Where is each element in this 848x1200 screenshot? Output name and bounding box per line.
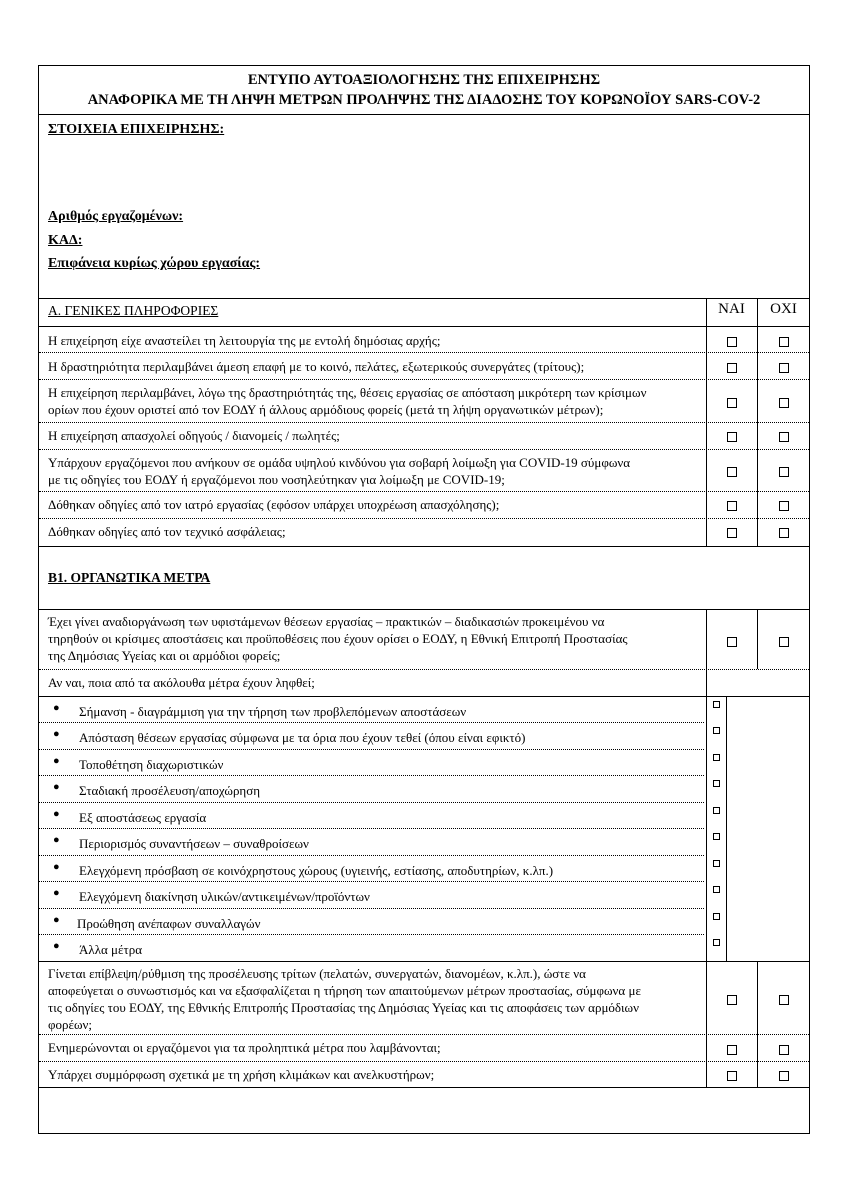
row-divider: [39, 669, 809, 670]
question-b1-2-line1: Γίνεται επίβλεψη/ρύθμιση της προσέλευσης τρίτων (πελατών, συνεργατών, διανομέων, κ.λπ.), ώστε να: [48, 966, 586, 981]
measure-item: Απόσταση θέσεων εργασίας σύμφωνα με τα όρια που έχουν τεθεί (όπου είναι εφικτό): [79, 730, 526, 745]
checkbox-no-a6[interactable]: [779, 501, 789, 511]
bullet-icon: ●: [53, 808, 60, 820]
divider: [39, 546, 809, 547]
question-a5-line2: με τις οδηγίες του ΕΟΔΥ ή εργαζόμενοι που νοσηλεύτηκαν για λοίμωξη με COVID-19;: [48, 472, 505, 487]
row-divider: [39, 749, 704, 750]
measure-checkbox[interactable]: [713, 701, 720, 708]
section-a-heading: Α. ΓΕΝΙΚΕΣ ΠΛΗΡΟΦΟΡΙΕΣ: [48, 303, 219, 318]
column-divider: [757, 609, 758, 669]
bullet-icon: ●: [53, 781, 60, 793]
divider: [39, 609, 809, 610]
row-divider: [39, 1061, 809, 1062]
question-b1-3: Ενημερώνονται οι εργαζόμενοι για τα προληπτικά μέτρα που λαμβάνονται;: [48, 1040, 441, 1055]
question-a4: Η επιχείρηση απασχολεί οδηγούς / διανομείς / πωλητές;: [48, 428, 340, 443]
checkbox-no-b1-4[interactable]: [779, 1071, 789, 1081]
measure-checkbox[interactable]: [713, 833, 720, 840]
checkbox-no-b1-3[interactable]: [779, 1045, 789, 1055]
checkbox-no-a5[interactable]: [779, 467, 789, 477]
bullet-icon: ●: [53, 887, 60, 899]
divider: [39, 298, 809, 299]
if-yes-label: Αν ναι, ποια από τα ακόλουθα μέτρα έχουν ληφθεί;: [48, 675, 315, 690]
checkbox-no-a1[interactable]: [779, 337, 789, 347]
yes-column-header: ΝΑΙ: [718, 301, 745, 317]
question-a5-line1: Υπάρχουν εργαζόμενοι που ανήκουν σε ομάδα υψηλού κινδύνου για σοβαρή λοίμωξη για COVID-19 σύμφωνα: [48, 455, 631, 470]
checkbox-yes-a1[interactable]: [727, 337, 737, 347]
column-divider: [706, 669, 707, 696]
question-a3-line1: Η επιχείρηση περιλαμβάνει, λόγω της δραστηριότητάς της, θέσεις εργασίας σε απόσταση μικρότερη των κρίσιμων: [48, 385, 647, 400]
checkbox-yes-a4[interactable]: [727, 432, 737, 442]
section-b1-heading: Β1. ΟΡΓΑΝΩΤΙΚΑ ΜΕΤΡΑ: [48, 570, 211, 585]
bullet-icon: ●: [53, 940, 60, 952]
row-divider: [39, 449, 809, 450]
column-divider: [706, 961, 707, 1034]
business-heading: ΣΤΟΙΧΕΙΑ ΕΠΙΧΕΙΡΗΣΗΣ:: [48, 122, 225, 137]
question-a3-line2: ορίων που έχουν οριστεί από τον ΕΟΔΥ ή άλλους αρμόδιους φορείς (μετά τη λήψη οργανωτικών μέτρων);: [48, 402, 604, 417]
measure-checkbox[interactable]: [713, 780, 720, 787]
measure-item: Σταδιακή προσέλευση/αποχώρηση: [79, 783, 261, 798]
form-frame: [38, 65, 810, 1134]
bullet-icon: ●: [53, 914, 60, 926]
row-divider: [39, 491, 809, 492]
question-b1-1-line2: τηρηθούν οι κρίσιμες αποστάσεις και προϋποθέσεις που έχουν ορίσει ο ΕΟΔΥ, η Εθνική Επιτροπή Προστασίας: [48, 631, 628, 646]
bullet-icon: ●: [53, 834, 60, 846]
measure-checkbox[interactable]: [713, 754, 720, 761]
measure-item: Σήμανση - διαγράμμιση για την τήρηση των προβλεπόμενων αποστάσεων: [79, 704, 467, 719]
measure-item: Ελεγχόμενη πρόσβαση σε κοινόχρηστους χώρους (υγιεινής, εστίασης, αποδυτηρίων, κ.λπ.): [79, 863, 554, 878]
question-a1: Η επιχείρηση είχε αναστείλει τη λειτουργία της με εντολή δημόσιας αρχής;: [48, 333, 441, 348]
checkbox-yes-a5[interactable]: [727, 467, 737, 477]
checkbox-yes-a6[interactable]: [727, 501, 737, 511]
row-divider: [39, 518, 809, 519]
row-divider: [39, 934, 704, 935]
checkbox-yes-b1-4[interactable]: [727, 1071, 737, 1081]
measure-checkbox[interactable]: [713, 886, 720, 893]
column-divider: [757, 961, 758, 1034]
checkbox-no-a3[interactable]: [779, 398, 789, 408]
row-divider: [39, 722, 704, 723]
row-divider: [39, 881, 704, 882]
question-b1-1-line3: της Δημόσιας Υγείας και οι αρμόδιοι φορείς;: [48, 648, 281, 663]
bullet-icon: ●: [53, 755, 60, 767]
question-b1-1-line1: Έχει γίνει αναδιοργάνωση των υφιστάμενων θέσεων εργασίας – πρακτικών – διαδικασιών προκειμένου να: [48, 614, 605, 629]
measure-item: Εξ αποστάσεως εργασία: [79, 810, 207, 825]
form-title-line2: ΑΝΑΦΟΡΙΚΑ ΜΕ ΤΗ ΛΗΨΗ ΜΕΤΡΩΝ ΠΡΟΛΗΨΗΣ ΤΗΣ ΔΙΑΔΟΣΗΣ ΤΟΥ ΚΟΡΩΝΟΪΟΥ SARS-COV-2: [87, 92, 761, 108]
divider: [39, 961, 809, 962]
row-divider: [39, 855, 704, 856]
divider: [39, 114, 809, 115]
row-divider: [39, 1034, 809, 1035]
measure-item: Περιορισμός συναντήσεων – συναθροίσεων: [79, 836, 309, 851]
row-divider: [39, 422, 809, 423]
measure-checkbox[interactable]: [713, 939, 720, 946]
checkbox-no-a4[interactable]: [779, 432, 789, 442]
divider: [39, 1087, 809, 1088]
measure-checkbox[interactable]: [713, 860, 720, 867]
checkbox-no-a2[interactable]: [779, 363, 789, 373]
kad-label: ΚΑΔ:: [48, 233, 83, 248]
measure-checkbox[interactable]: [713, 807, 720, 814]
area-label: Επιφάνεια κυρίως χώρου εργασίας:: [48, 256, 261, 271]
question-b1-2-line3: τις οδηγίες του ΕΟΔΥ, της Εθνικής Επιτροπής Προστασίας της Δημόσιας Υγείας και τις αποφάσεις των αρμόδιων: [48, 1000, 639, 1015]
no-column-header: ΟΧΙ: [770, 301, 797, 317]
divider: [39, 326, 809, 327]
column-divider: [706, 609, 707, 669]
row-divider: [39, 908, 704, 909]
row-divider: [39, 775, 704, 776]
bullet-icon: ●: [53, 702, 60, 714]
employees-label: Αριθμός εργαζομένων:: [48, 209, 184, 224]
question-b1-2-line4: φορέων;: [48, 1017, 92, 1032]
question-a7: Δόθηκαν οδηγίες από τον τεχνικό ασφάλειας;: [48, 524, 286, 539]
checkbox-yes-b1-3[interactable]: [727, 1045, 737, 1055]
column-divider: [706, 696, 707, 961]
measure-checkbox[interactable]: [713, 913, 720, 920]
measure-item: Προώθηση ανέπαφων συναλλαγών: [77, 916, 261, 931]
measure-item: Τοποθέτηση διαχωριστικών: [79, 757, 224, 772]
checkbox-no-b1-2[interactable]: [779, 995, 789, 1005]
column-divider: [726, 696, 727, 961]
measure-item: Ελεγχόμενη διακίνηση υλικών/αντικειμένων/προϊόντων: [79, 889, 370, 904]
question-a6: Δόθηκαν οδηγίες από τον ιατρό εργασίας (εφόσον υπάρχει υποχρέωση απασχόλησης);: [48, 497, 500, 512]
checkbox-yes-a7[interactable]: [727, 528, 737, 538]
question-a2: Η δραστηριότητα περιλαμβάνει άμεση επαφή με το κοινό, πελάτες, εξωτερικούς συνεργάτες (τρίτους);: [48, 359, 585, 374]
checkbox-yes-a3[interactable]: [727, 398, 737, 408]
checkbox-yes-a2[interactable]: [727, 363, 737, 373]
checkbox-no-b1-1[interactable]: [779, 637, 789, 647]
checkbox-no-a7[interactable]: [779, 528, 789, 538]
bullet-icon: ●: [53, 728, 60, 740]
row-divider: [39, 352, 809, 353]
row-divider: [39, 828, 704, 829]
question-b1-2-line2: αποφεύγεται ο συνωστισμός και να εξασφαλίζεται η τήρηση των απαιτούμενων μέτρων προστασίας, σύμφωνα με: [48, 983, 641, 998]
form-title-line1: ΕΝΤΥΠΟ ΑΥΤΟΑΞΙΟΛΟΓΗΣΗΣ ΤΗΣ ΕΠΙΧΕΙΡΗΣΗΣ: [247, 72, 601, 88]
measure-checkbox[interactable]: [713, 727, 720, 734]
checkbox-yes-b1-1[interactable]: [727, 637, 737, 647]
bullet-icon: ●: [53, 861, 60, 873]
divider: [39, 696, 809, 697]
checkbox-yes-b1-2[interactable]: [727, 995, 737, 1005]
question-b1-4: Υπάρχει συμμόρφωση σχετικά με τη χρήση κλιμάκων και ανελκυστήρων;: [48, 1067, 435, 1082]
row-divider: [39, 802, 704, 803]
row-divider: [39, 379, 809, 380]
measure-item: Άλλα μέτρα: [79, 942, 143, 957]
